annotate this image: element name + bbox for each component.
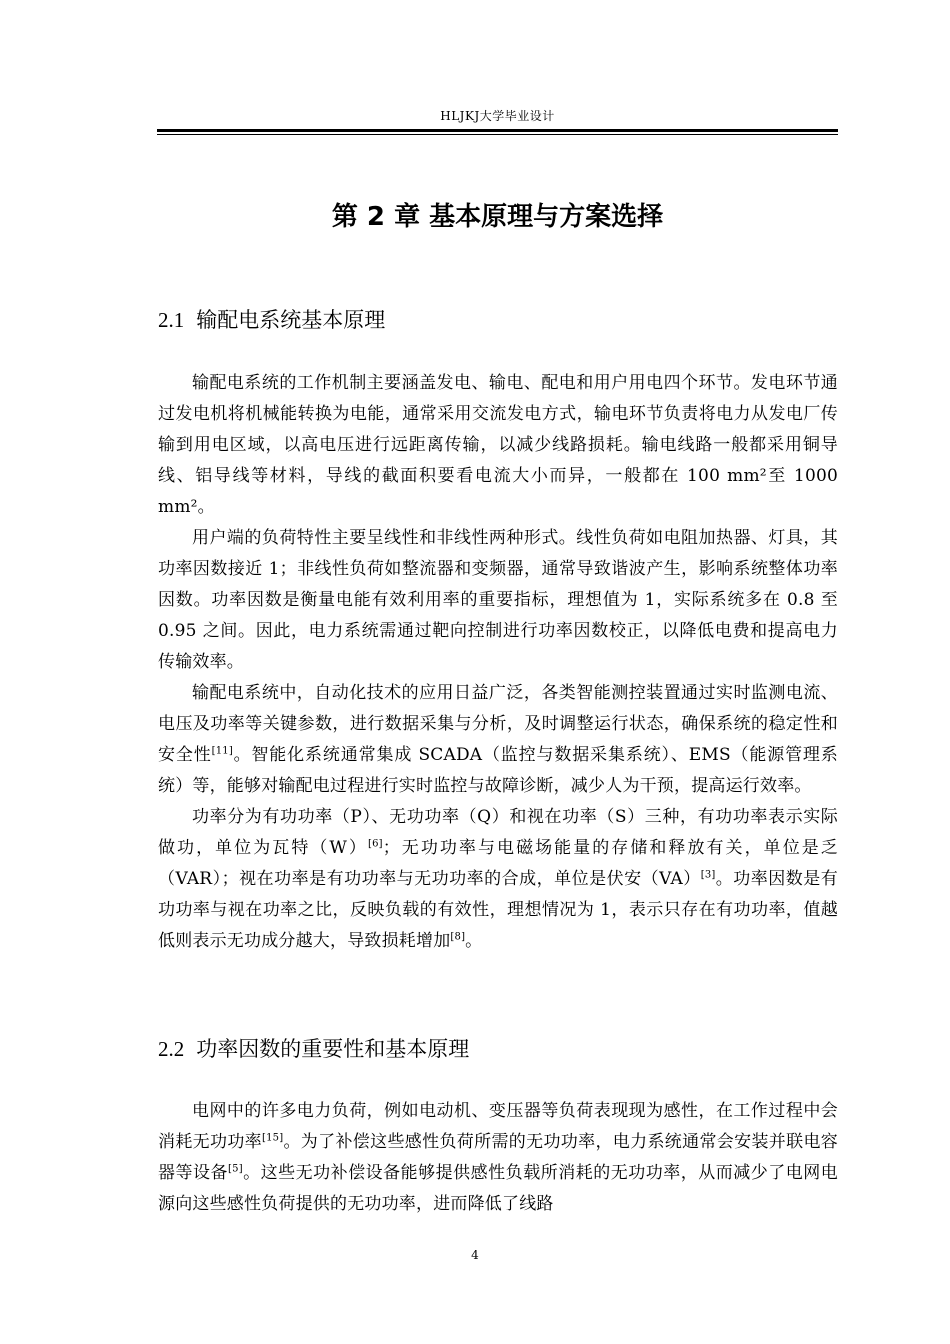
paragraph-text: 用户端的负荷特性主要呈线性和非线性两种形式。线性负荷如电阻加热器、灯具，其功率因数接近 1；非线性负荷如整流器和变频器，通常导致谐波产生，影响系统整体功率因数。功率因数是衡量电能有效利用率的重要指标，理想值为 1，实际系统多在 0.8 至 0.95 之间。因此，电力系统需通过靶向控制进行功率因数校正，以降低电费和提高电力传输效率。 — [158, 528, 838, 672]
paragraph-text: 。功率因数是有功功率与视在功率之比，反映负载的有效性，理想情况为 1，表示只存在有功功率，值越低则表示无功成分越大，导致损耗增加 — [158, 869, 838, 951]
paragraph-text: 输配电系统中，自动化技术的应用日益广泛，各类智能测控装置通过实时监测电流、电压及功率等关键参数，进行数据采集与分析，及时调整运行状态，确保系统的稳定性和安全性 — [158, 683, 838, 765]
section-heading-2-2 — [158, 1033, 469, 1063]
section-2-1-body — [158, 368, 838, 957]
citation: [11] — [211, 745, 233, 757]
citation: [5] — [228, 1163, 243, 1175]
paragraph-text: 。为了补偿这些感性负荷所需的无功功率，电力系统通常会安装并联电容器等设备 — [158, 1132, 838, 1183]
paragraph-text: 电网中的许多电力负荷，例如电动机、变压器等负荷表现现为感性，在工作过程中会消耗无功功率 — [158, 1101, 838, 1152]
running-header: HLJKJ大学毕业设计 — [440, 109, 555, 123]
paragraph-text: 。 — [465, 931, 483, 951]
header-rule-thick — [157, 129, 838, 132]
citation: [6] — [367, 838, 383, 850]
paragraph — [158, 1096, 838, 1220]
paragraph — [158, 678, 838, 802]
paragraph-text: ；无功功率与电磁场能量的存储和释放有关，单位是乏（VAR）；视在功率是有功功率与无功功率的合成，单位是伏安（VA） — [158, 838, 838, 889]
section-number: 2.2 — [158, 1037, 185, 1061]
section-title: 功率因数的重要性和基本原理 — [196, 1037, 470, 1061]
paragraph — [158, 523, 838, 678]
citation: [3] — [700, 869, 716, 881]
page-number: 4 — [471, 1248, 479, 1262]
section-heading-2-1 — [158, 304, 385, 334]
citation: [8] — [450, 931, 466, 943]
paragraph-text: 功率分为有功功率（P）、无功功率（Q）和视在功率（S）三种，有功功率表示实际做功，单位为瓦特（W） — [158, 807, 838, 858]
paragraph — [158, 802, 838, 957]
section-number: 2.1 — [158, 308, 185, 332]
paragraph-text: 输配电系统的工作机制主要涵盖发电、输电、配电和用户用电四个环节。发电环节通过发电机将机械能转换为电能，通常采用交流发电方式，输电环节负责将电力从发电厂传输到用电区域，以高电压进行远距离传输，以减少线路损耗。输电线路一般都采用铜导线、铝导线等材料，导线的截面积要看电流大小而异，一般都在 100 mm²至 1000 mm²。 — [158, 373, 838, 517]
paragraph — [158, 368, 838, 523]
paragraph-text: 。智能化系统通常集成 SCADA（监控与数据采集系统）、EMS（能源管理系统）等，能够对输配电过程进行实时监控与故障诊断，减少人为干预，提高运行效率。 — [158, 745, 838, 796]
section-title: 输配电系统基本原理 — [196, 308, 386, 332]
chapter-title: 第 2 章 基本原理与方案选择 — [331, 202, 664, 232]
paragraph-text: 。这些无功补偿设备能够提供感性负载所消耗的无功功率，从而减少了电网电源向这些感性负荷提供的无功功率，进而降低了线路 — [158, 1163, 838, 1214]
citation: [15] — [262, 1132, 284, 1144]
section-2-2-body — [158, 1096, 838, 1220]
header-rule-thin — [157, 134, 838, 135]
